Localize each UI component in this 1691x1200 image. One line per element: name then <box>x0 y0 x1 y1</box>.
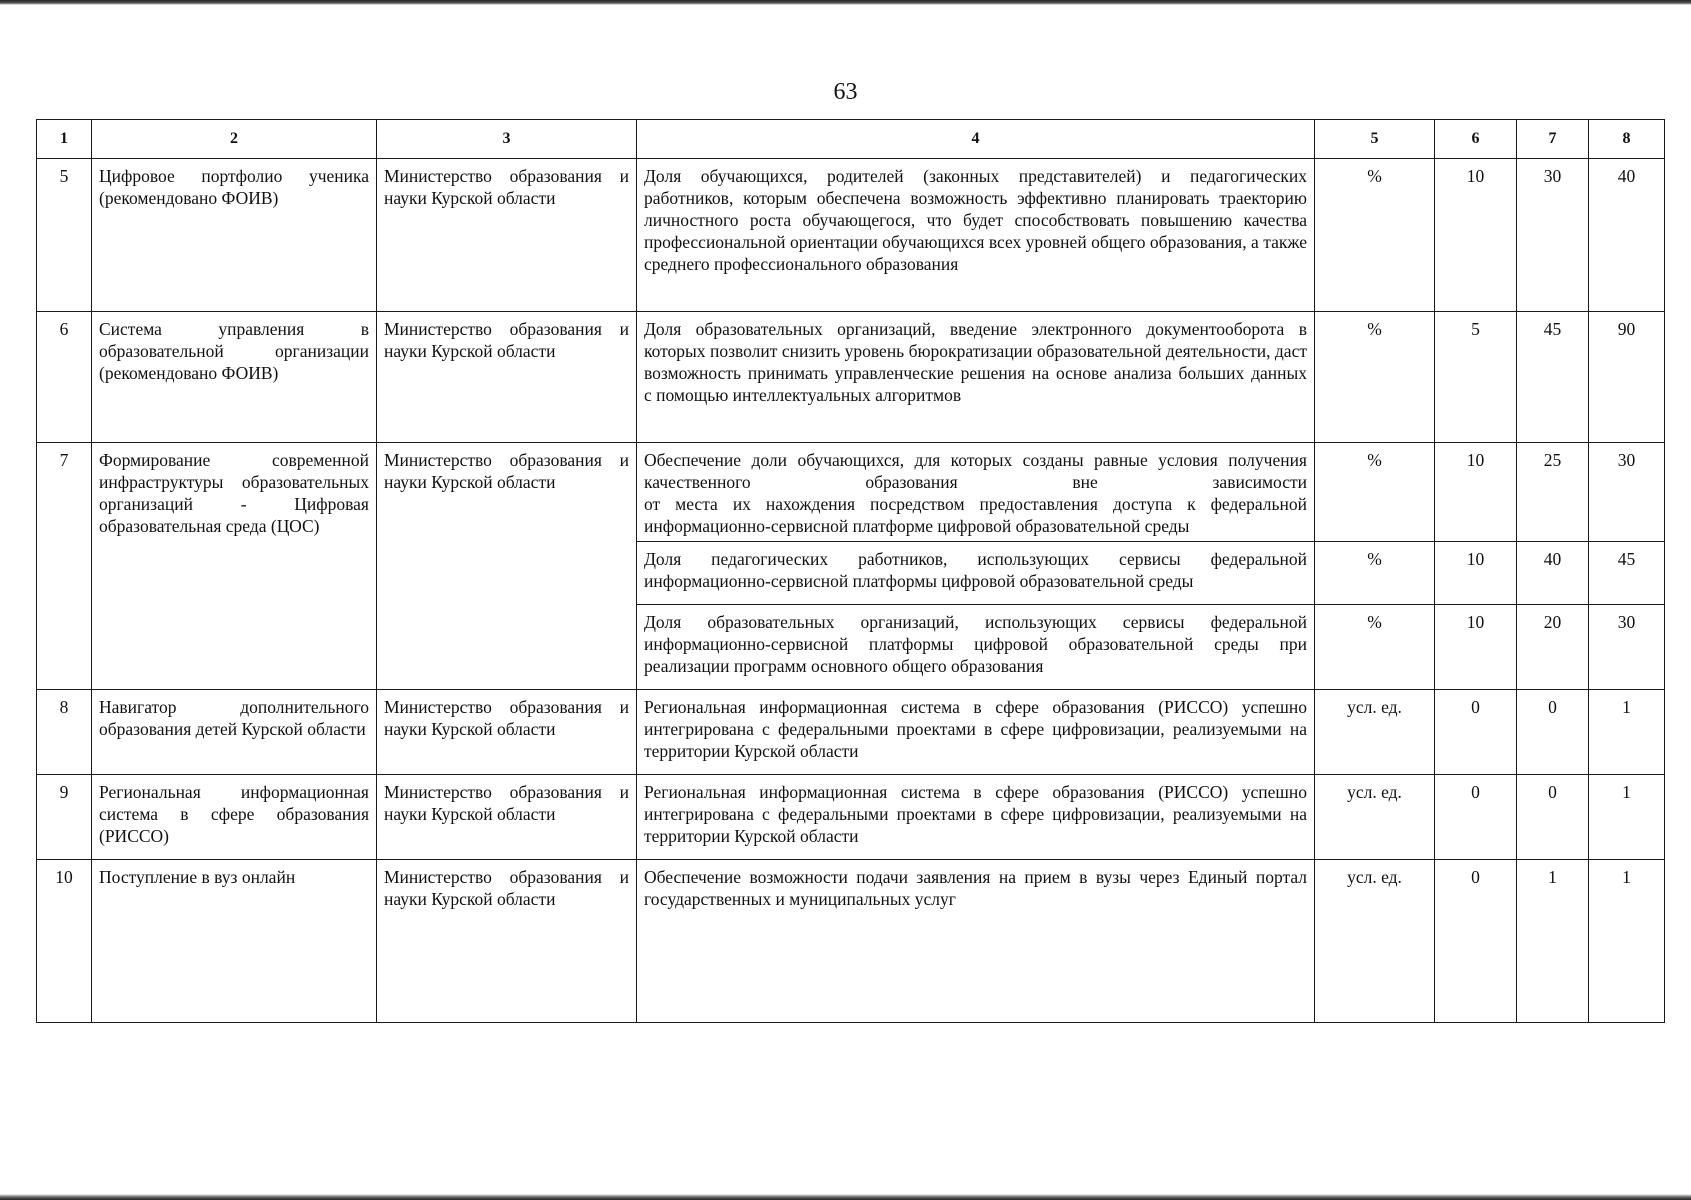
unit: усл. ед. <box>1315 775 1435 860</box>
value-col-8: 30 <box>1589 443 1665 542</box>
scan-edge-bottom <box>0 1194 1691 1200</box>
row-number: 5 <box>37 159 92 312</box>
row-number: 6 <box>37 312 92 443</box>
indicator-text-part: Доля образовательных организаций, введение электронного документооборота в которых позволит снизить уровень бюрократизации образовательной деятельности, даст возможность принимать управленческие решения на основе анализа больших данных <box>644 319 1307 383</box>
table-row <box>37 690 1665 775</box>
unit: % <box>1315 542 1435 605</box>
project-name: Региональная информационная система в сфере образования (РИССО) <box>92 775 377 860</box>
value-col-7: 30 <box>1517 159 1589 312</box>
value-col-7: 40 <box>1517 542 1589 605</box>
responsible-org: Министерство образования и науки Курской области <box>377 860 637 1023</box>
table-row <box>37 443 1665 542</box>
unit: % <box>1315 443 1435 542</box>
value-col-7: 20 <box>1517 605 1589 690</box>
value-col-8: 45 <box>1589 542 1665 605</box>
unit: % <box>1315 605 1435 690</box>
value-col-6: 5 <box>1435 312 1517 443</box>
table-row <box>37 312 1665 443</box>
responsible-org: Министерство образования и науки Курской области <box>377 775 637 860</box>
value-col-8: 30 <box>1589 605 1665 690</box>
header-row <box>37 120 1665 159</box>
value-col-7: 0 <box>1517 775 1589 860</box>
header-cell: 4 <box>637 120 1315 159</box>
value-col-6: 0 <box>1435 775 1517 860</box>
responsible-org: Министерство образования и науки Курской области <box>377 312 637 443</box>
table-row <box>37 860 1665 1023</box>
header-cell: 8 <box>1589 120 1665 159</box>
header-cell: 6 <box>1435 120 1517 159</box>
header-cell: 5 <box>1315 120 1435 159</box>
value-col-7: 0 <box>1517 690 1589 775</box>
project-name: Система управления в образовательной организации (рекомендовано ФОИВ) <box>92 312 377 443</box>
value-col-6: 10 <box>1435 605 1517 690</box>
value-col-8: 90 <box>1589 312 1665 443</box>
value-col-8: 1 <box>1589 690 1665 775</box>
project-name: Цифровое портфолио ученика (рекомендовано ФОИВ) <box>92 159 377 312</box>
header-cell: 1 <box>37 120 92 159</box>
table-row <box>37 159 1665 312</box>
row-number: 7 <box>37 443 92 690</box>
indicators-table <box>36 119 1665 1023</box>
header-cell: 2 <box>92 120 377 159</box>
value-col-6: 10 <box>1435 159 1517 312</box>
header-cell: 7 <box>1517 120 1589 159</box>
unit: % <box>1315 312 1435 443</box>
indicator-text <box>637 312 1315 443</box>
project-name: Навигатор дополнительного образования детей Курской области <box>92 690 377 775</box>
value-col-6: 10 <box>1435 443 1517 542</box>
value-col-6: 0 <box>1435 690 1517 775</box>
table-row <box>37 775 1665 860</box>
value-col-7: 25 <box>1517 443 1589 542</box>
unit: % <box>1315 159 1435 312</box>
indicator-text <box>637 443 1315 542</box>
scan-edge-top <box>0 0 1691 5</box>
row-number: 9 <box>37 775 92 860</box>
indicator-text-part: с помощью интеллектуальных алгоритмов <box>644 385 962 405</box>
indicator-text-part: от места их нахождения посредством предоставления доступа к федеральной информационно-сервисной платформе цифровой образовательной среды <box>644 494 1307 536</box>
indicator-text: Региональная информационная система в сфере образования (РИССО) успешно интегрирована с федеральными проектами в сфере цифровизации, реализуемыми на территории Курской области <box>637 775 1315 860</box>
indicator-text: Доля образовательных организаций, использующих сервисы федеральной информационно-сервисной платформы цифровой образовательной среды при реализации программ основного общего образования <box>637 605 1315 690</box>
indicator-text: Региональная информационная система в сфере образования (РИССО) успешно интегрирована с федеральными проектами в сфере цифровизации, реализуемыми на территории Курской области <box>637 690 1315 775</box>
indicator-text: Доля обучающихся, родителей (законных представителей) и педагогических работников, которым обеспечена возможность эффективно планировать траекторию личностного роста обучающегося, что будет способствовать повышению качества профессиональной ориентации обучающихся всех уровней общего образования, а также среднего профессионального образования <box>637 159 1315 312</box>
row-number: 8 <box>37 690 92 775</box>
responsible-org: Министерство образования и науки Курской области <box>377 443 637 690</box>
value-col-8: 40 <box>1589 159 1665 312</box>
unit: усл. ед. <box>1315 690 1435 775</box>
value-col-8: 1 <box>1589 860 1665 1023</box>
unit: усл. ед. <box>1315 860 1435 1023</box>
value-col-7: 45 <box>1517 312 1589 443</box>
indicator-text: Обеспечение возможности подачи заявления на прием в вузы через Единый портал государственных и муниципальных услуг <box>637 860 1315 1023</box>
indicator-text: Доля педагогических работников, использующих сервисы федеральной информационно-сервисной платформы цифровой образовательной среды <box>637 542 1315 605</box>
value-col-7: 1 <box>1517 860 1589 1023</box>
project-name: Формирование современной инфраструктуры образовательных организаций - Цифровая образовательная среда (ЦОС) <box>92 443 377 690</box>
responsible-org: Министерство образования и науки Курской области <box>377 690 637 775</box>
project-name: Поступление в вуз онлайн <box>92 860 377 1023</box>
page-number: 63 <box>833 79 858 105</box>
row-number: 10 <box>37 860 92 1023</box>
value-col-6: 0 <box>1435 860 1517 1023</box>
header-cell: 3 <box>377 120 637 159</box>
value-col-8: 1 <box>1589 775 1665 860</box>
responsible-org: Министерство образования и науки Курской области <box>377 159 637 312</box>
value-col-6: 10 <box>1435 542 1517 605</box>
indicator-text-part: Обеспечение доли обучающихся, для которых созданы равные условия получения качественного образования вне зависимости <box>644 450 1307 492</box>
